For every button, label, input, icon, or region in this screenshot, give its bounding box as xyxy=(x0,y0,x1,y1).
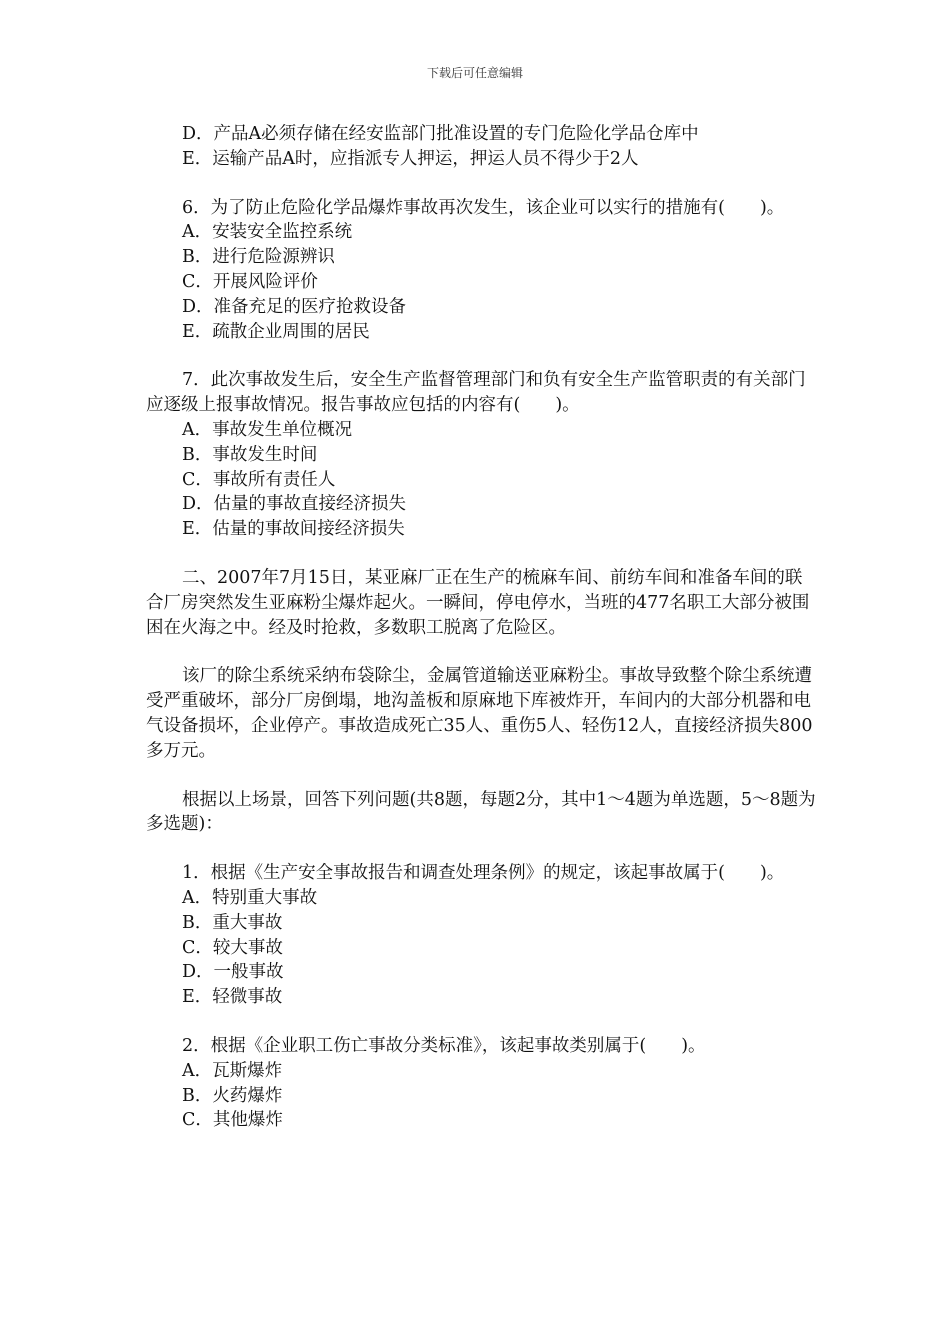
question-6-option: C．开展风险评价 xyxy=(182,271,318,292)
question-7-option: B．事故发生时间 xyxy=(182,444,318,465)
question-6-option: D．准备充足的医疗抢救设备 xyxy=(182,296,407,317)
question-7-stem: 7．此次事故发生后，安全生产监督管理部门和负有安全生产监管职责的有关部门应逐级上报事故情况。报告事故应包括的内容有( )。 xyxy=(146,370,806,416)
question-1-option: D．一般事故 xyxy=(182,962,284,983)
question-1-option: B．重大事故 xyxy=(182,912,283,933)
question-1-stem: 1．根据《生产安全事故报告和调查处理条例》的规定，该起事故属于( )。 xyxy=(182,863,785,884)
question-1-option: A．特别重大事故 xyxy=(182,887,318,908)
question-6-option: E．疏散企业周围的居民 xyxy=(182,321,370,342)
option-d: D．产品A必须存储在经安监部门批准设置的专门危险化学品仓库中 xyxy=(182,124,699,144)
question-1-option: C．较大事故 xyxy=(182,937,283,958)
question-7-option: A．事故发生单位概况 xyxy=(182,419,353,440)
question-7-option: E．估量的事故间接经济损失 xyxy=(182,519,405,540)
case-2-paragraph-2: 该厂的除尘系统采纳布袋除尘，金属管道输送亚麻粉尘。事故导致整个除尘系统遭受严重破坏，部分厂房倒塌，地沟盖板和原麻地下库被炸开，车间内的大部分机器和电气设备损坏，企业停产。事故造成死亡35人、重伤5人、轻伤12人，直接经济损失800多万元。 xyxy=(146,666,813,761)
question-2-option: C．其他爆炸 xyxy=(182,1110,283,1131)
question-6-option: A．安装安全监控系统 xyxy=(182,222,353,243)
case-2-instructions: 根据以上场景，回答下列问题(共8题，每题2分，其中1～4题为单选题，5～8题为多选题)： xyxy=(146,789,816,835)
case-2-paragraph-1: 二、2007年7月15日，某亚麻厂正在生产的梳麻车间、前纺车间和准备车间的联合厂房突然发生亚麻粉尘爆炸起火。一瞬间，停电停水，当班的477名职工大部分被围困在火海之中。经及时抢救，多数职工脱离了危险区。 xyxy=(146,567,810,638)
page-header: 下载后可任意编辑 xyxy=(426,66,523,80)
question-2-stem: 2．根据《企业职工伤亡事故分类标准》，该起事故类别属于( )。 xyxy=(182,1035,706,1056)
option-e: E．运输产品A时，应指派专人押运，押运人员不得少于2人 xyxy=(182,148,639,169)
question-6-stem: 6．为了防止危险化学品爆炸事故再次发生，该企业可以实行的措施有( )。 xyxy=(182,197,785,218)
question-6-option: B．进行危险源辨识 xyxy=(182,247,335,268)
question-7-option: D．估量的事故直接经济损失 xyxy=(182,494,407,515)
question-1-option: E．轻微事故 xyxy=(182,987,283,1008)
question-2-option: B．火药爆炸 xyxy=(182,1085,283,1106)
document-body xyxy=(146,122,818,1133)
question-2-option: A．瓦斯爆炸 xyxy=(182,1060,283,1081)
question-7-option: C．事故所有责任人 xyxy=(182,469,336,490)
